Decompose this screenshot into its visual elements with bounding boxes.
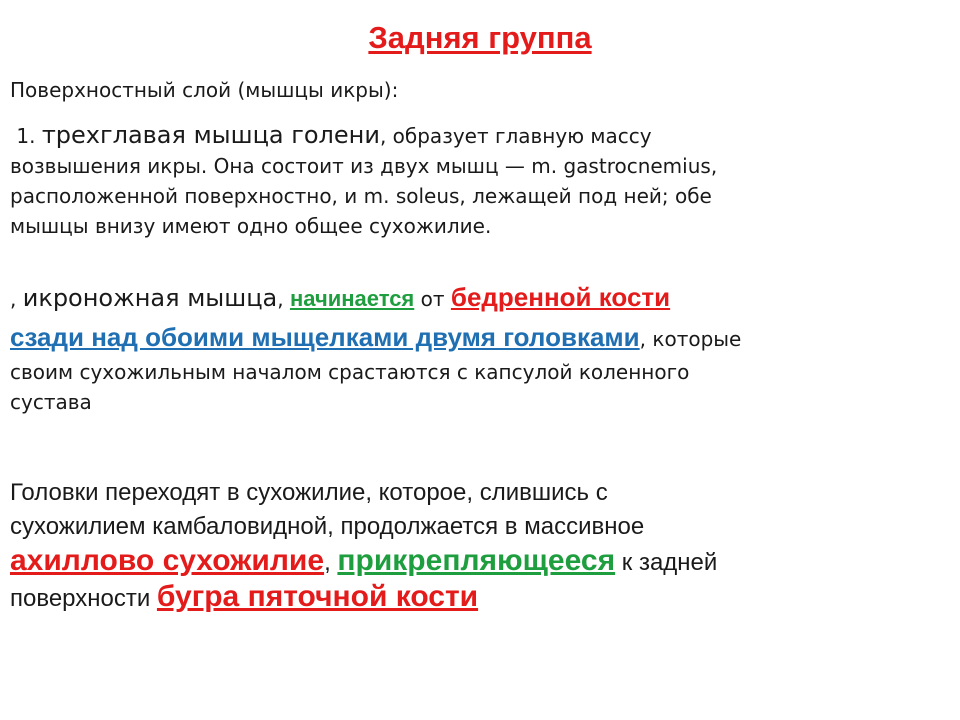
slide-title: Задняя группа bbox=[368, 20, 592, 55]
para2-comma: , bbox=[277, 287, 290, 311]
para3-to-back: к задней bbox=[615, 549, 718, 576]
para2-from: от bbox=[414, 287, 451, 311]
para1-line4: мышцы внизу имеют одно общее сухожилие. bbox=[10, 214, 492, 238]
para2-term: икроножная мышца bbox=[22, 284, 278, 312]
para1-term: трехглавая мышца голени bbox=[41, 121, 380, 149]
paragraph-achilles bbox=[10, 476, 950, 616]
para1-number: 1. bbox=[16, 124, 42, 148]
paragraph-gastrocnemius bbox=[10, 277, 950, 417]
para3-line2: сухожилием камбаловидной, продолжается в массивное bbox=[10, 513, 645, 540]
para3-surface: поверхности bbox=[10, 585, 157, 612]
para3-achilles-highlight: ахиллово сухожилие bbox=[10, 544, 325, 577]
para1-line3: расположенной поверхностно, и m. soleus, лежащей под ней; обе bbox=[10, 184, 712, 208]
para2-heads-highlight: сзади над обоими мыщелками двумя головками bbox=[10, 322, 640, 352]
paragraph-triceps bbox=[10, 120, 950, 241]
subheading bbox=[10, 76, 950, 104]
para2-line4: сустава bbox=[10, 390, 92, 414]
para3-comma: , bbox=[324, 549, 338, 576]
subheading-text: Поверхностный слой (мышцы икры): bbox=[10, 78, 399, 102]
para3-tuber-highlight: бугра пяточной кости bbox=[156, 580, 479, 613]
para1-rest: , образует главную массу bbox=[379, 124, 652, 148]
para2-line3: своим сухожильным началом срастаются с капсулой коленного bbox=[10, 360, 690, 384]
para1-line2: возвышения икры. Она состоит из двух мышц — m. gastrocnemius, bbox=[10, 154, 718, 178]
para2-bone-highlight: бедренной кости bbox=[450, 282, 671, 312]
para2-lead: , bbox=[10, 287, 23, 311]
para3-line1: Головки переходят в сухожилие, которое, слившись с bbox=[10, 479, 608, 506]
para2-which: , которые bbox=[639, 327, 742, 351]
para3-attaching-highlight: прикрепляющееся bbox=[337, 544, 616, 577]
para2-starts-highlight: начинается bbox=[289, 286, 415, 311]
